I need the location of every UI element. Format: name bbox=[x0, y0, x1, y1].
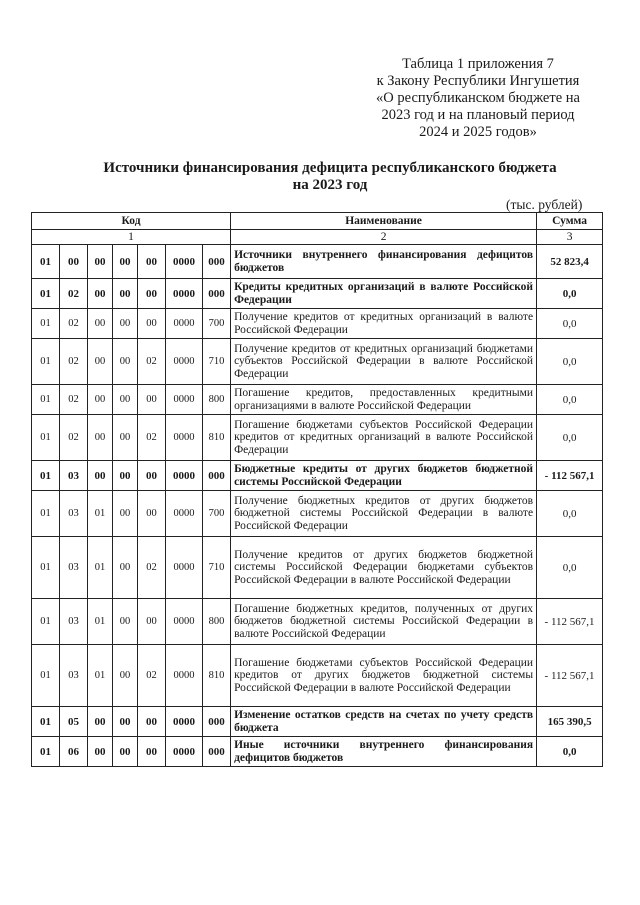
code-cell: 00 bbox=[113, 279, 138, 309]
code-cell: 00 bbox=[88, 707, 113, 737]
column-number: 3 bbox=[537, 230, 603, 245]
code-cell: 00 bbox=[113, 737, 138, 767]
sum-cell: 0,0 bbox=[537, 415, 603, 461]
code-cell: 01 bbox=[32, 707, 60, 737]
code-cell: 01 bbox=[32, 415, 60, 461]
code-cell: 02 bbox=[138, 537, 166, 599]
code-cell: 00 bbox=[113, 461, 138, 491]
code-cell: 000 bbox=[203, 245, 231, 279]
name-cell: Получение кредитов от кредитных организаций бюджетами субъектов Российской Федерации в валюте Российской Федерации bbox=[231, 339, 537, 385]
code-cell: 700 bbox=[203, 491, 231, 537]
code-cell: 00 bbox=[113, 309, 138, 339]
code-cell: 01 bbox=[88, 645, 113, 707]
code-cell: 01 bbox=[32, 245, 60, 279]
code-cell: 00 bbox=[88, 309, 113, 339]
code-cell: 00 bbox=[138, 707, 166, 737]
code-cell: 710 bbox=[203, 339, 231, 385]
header-line: «О республиканском бюджете на bbox=[376, 90, 580, 106]
code-cell: 00 bbox=[138, 461, 166, 491]
table-row bbox=[32, 309, 603, 339]
header-name: Наименование bbox=[231, 213, 537, 230]
header-code: Код bbox=[32, 213, 231, 230]
code-cell: 0000 bbox=[166, 279, 203, 309]
sum-cell: 0,0 bbox=[537, 279, 603, 309]
financing-table bbox=[31, 212, 603, 767]
code-cell: 0000 bbox=[166, 599, 203, 645]
code-cell: 01 bbox=[32, 279, 60, 309]
code-cell: 02 bbox=[138, 415, 166, 461]
code-cell: 000 bbox=[203, 279, 231, 309]
code-cell: 700 bbox=[203, 309, 231, 339]
code-cell: 01 bbox=[32, 461, 60, 491]
code-cell: 03 bbox=[60, 645, 88, 707]
code-cell: 00 bbox=[113, 645, 138, 707]
code-cell: 800 bbox=[203, 599, 231, 645]
code-cell: 00 bbox=[113, 339, 138, 385]
name-cell: Изменение остатков средств на счетах по учету средств бюджета bbox=[231, 707, 537, 737]
sum-cell: 0,0 bbox=[537, 537, 603, 599]
code-cell: 01 bbox=[32, 599, 60, 645]
code-cell: 810 bbox=[203, 645, 231, 707]
code-cell: 01 bbox=[88, 537, 113, 599]
code-cell: 00 bbox=[88, 339, 113, 385]
title-line: на 2023 год bbox=[292, 177, 368, 193]
code-cell: 00 bbox=[88, 245, 113, 279]
table-row bbox=[32, 491, 603, 537]
code-cell: 0000 bbox=[166, 415, 203, 461]
code-cell: 00 bbox=[113, 491, 138, 537]
sum-cell: 0,0 bbox=[537, 339, 603, 385]
code-cell: 02 bbox=[60, 309, 88, 339]
code-cell: 710 bbox=[203, 537, 231, 599]
header-line: 2023 год и на плановый период bbox=[381, 107, 575, 123]
code-cell: 00 bbox=[113, 245, 138, 279]
document-title bbox=[60, 160, 600, 194]
table-row bbox=[32, 279, 603, 309]
code-cell: 00 bbox=[113, 385, 138, 415]
table-row bbox=[32, 737, 603, 767]
code-cell: 0000 bbox=[166, 645, 203, 707]
name-cell: Бюджетные кредиты от других бюджетов бюджетной системы Российской Федерации bbox=[231, 461, 537, 491]
code-cell: 00 bbox=[88, 385, 113, 415]
code-cell: 00 bbox=[138, 245, 166, 279]
code-cell: 01 bbox=[32, 645, 60, 707]
sum-cell: 0,0 bbox=[537, 309, 603, 339]
code-cell: 02 bbox=[60, 339, 88, 385]
code-cell: 0000 bbox=[166, 461, 203, 491]
code-cell: 01 bbox=[32, 491, 60, 537]
code-cell: 00 bbox=[138, 599, 166, 645]
code-cell: 0000 bbox=[166, 737, 203, 767]
code-cell: 02 bbox=[138, 339, 166, 385]
code-cell: 03 bbox=[60, 537, 88, 599]
code-cell: 00 bbox=[138, 309, 166, 339]
code-cell: 03 bbox=[60, 461, 88, 491]
name-cell: Погашение кредитов, предоставленных кредитными организациями в валюте Российской Федерации bbox=[231, 385, 537, 415]
table-body bbox=[32, 245, 603, 767]
table-row bbox=[32, 645, 603, 707]
sum-cell: - 112 567,1 bbox=[537, 645, 603, 707]
code-cell: 0000 bbox=[166, 309, 203, 339]
table-row bbox=[32, 707, 603, 737]
code-cell: 000 bbox=[203, 707, 231, 737]
document-header bbox=[362, 56, 594, 141]
code-cell: 810 bbox=[203, 415, 231, 461]
sum-cell: - 112 567,1 bbox=[537, 461, 603, 491]
code-cell: 00 bbox=[113, 707, 138, 737]
code-cell: 03 bbox=[60, 491, 88, 537]
code-cell: 06 bbox=[60, 737, 88, 767]
code-cell: 00 bbox=[88, 461, 113, 491]
code-cell: 02 bbox=[60, 279, 88, 309]
code-cell: 02 bbox=[138, 645, 166, 707]
code-cell: 00 bbox=[113, 537, 138, 599]
code-cell: 02 bbox=[60, 385, 88, 415]
header-line: Таблица 1 приложения 7 bbox=[402, 56, 554, 72]
code-cell: 00 bbox=[88, 737, 113, 767]
code-cell: 00 bbox=[138, 491, 166, 537]
column-number: 1 bbox=[32, 230, 231, 245]
name-cell: Получение кредитов от других бюджетов бюджетной системы Российской Федерации бюджетами субъектов Российской Федерации в валюте Российской Федерации bbox=[231, 537, 537, 599]
code-cell: 000 bbox=[203, 737, 231, 767]
unit-label: (тыс. рублей) bbox=[506, 197, 583, 212]
table-row bbox=[32, 537, 603, 599]
name-cell: Источники внутреннего финансирования дефицитов бюджетов bbox=[231, 245, 537, 279]
code-cell: 01 bbox=[32, 339, 60, 385]
name-cell: Получение бюджетных кредитов от других бюджетов бюджетной системы Российской Федерации в валюте Российской Федерации bbox=[231, 491, 537, 537]
code-cell: 00 bbox=[138, 737, 166, 767]
table-row bbox=[32, 385, 603, 415]
code-cell: 0000 bbox=[166, 491, 203, 537]
code-cell: 01 bbox=[32, 309, 60, 339]
code-cell: 00 bbox=[138, 279, 166, 309]
code-cell: 0000 bbox=[166, 537, 203, 599]
table-row bbox=[32, 599, 603, 645]
table-row bbox=[32, 461, 603, 491]
name-cell: Получение кредитов от кредитных организаций в валюте Российской Федерации bbox=[231, 309, 537, 339]
name-cell: Иные источники внутреннего финансирования дефицитов бюджетов bbox=[231, 737, 537, 767]
code-cell: 01 bbox=[88, 491, 113, 537]
code-cell: 03 bbox=[60, 599, 88, 645]
table-row bbox=[32, 339, 603, 385]
table-row bbox=[32, 415, 603, 461]
code-cell: 000 bbox=[203, 461, 231, 491]
code-cell: 02 bbox=[60, 415, 88, 461]
title-line: Источники финансирования дефицита республиканского бюджета bbox=[103, 160, 557, 176]
name-cell: Погашение бюджетами субъектов Российской Федерации кредитов от других бюджетов бюджетной системы Российской Федерации в валюте Российской Федерации bbox=[231, 645, 537, 707]
name-cell: Погашение бюджетами субъектов Российской Федерации кредитов от кредитных организаций в валюте Российской Федерации bbox=[231, 415, 537, 461]
code-cell: 01 bbox=[32, 537, 60, 599]
sum-cell: - 112 567,1 bbox=[537, 599, 603, 645]
code-cell: 01 bbox=[88, 599, 113, 645]
code-cell: 01 bbox=[32, 737, 60, 767]
code-cell: 00 bbox=[113, 599, 138, 645]
header-line: 2024 и 2025 годов» bbox=[419, 124, 537, 140]
code-cell: 800 bbox=[203, 385, 231, 415]
code-cell: 0000 bbox=[166, 385, 203, 415]
code-cell: 00 bbox=[88, 279, 113, 309]
code-cell: 01 bbox=[32, 385, 60, 415]
code-cell: 00 bbox=[138, 385, 166, 415]
sum-cell: 0,0 bbox=[537, 385, 603, 415]
code-cell: 0000 bbox=[166, 339, 203, 385]
table-row bbox=[32, 245, 603, 279]
sum-cell: 52 823,4 bbox=[537, 245, 603, 279]
code-cell: 00 bbox=[60, 245, 88, 279]
code-cell: 05 bbox=[60, 707, 88, 737]
header-line: к Закону Республики Ингушетия bbox=[376, 73, 580, 89]
column-number: 2 bbox=[231, 230, 537, 245]
code-cell: 00 bbox=[113, 415, 138, 461]
code-cell: 0000 bbox=[166, 707, 203, 737]
sum-cell: 165 390,5 bbox=[537, 707, 603, 737]
sum-cell: 0,0 bbox=[537, 737, 603, 767]
header-sum: Сумма bbox=[537, 213, 603, 230]
code-cell: 0000 bbox=[166, 245, 203, 279]
sum-cell: 0,0 bbox=[537, 491, 603, 537]
name-cell: Кредиты кредитных организаций в валюте Российской Федерации bbox=[231, 279, 537, 309]
code-cell: 00 bbox=[88, 415, 113, 461]
name-cell: Погашение бюджетных кредитов, полученных от других бюджетов бюджетной системы Российской Федерации в валюте Российской Федерации bbox=[231, 599, 537, 645]
